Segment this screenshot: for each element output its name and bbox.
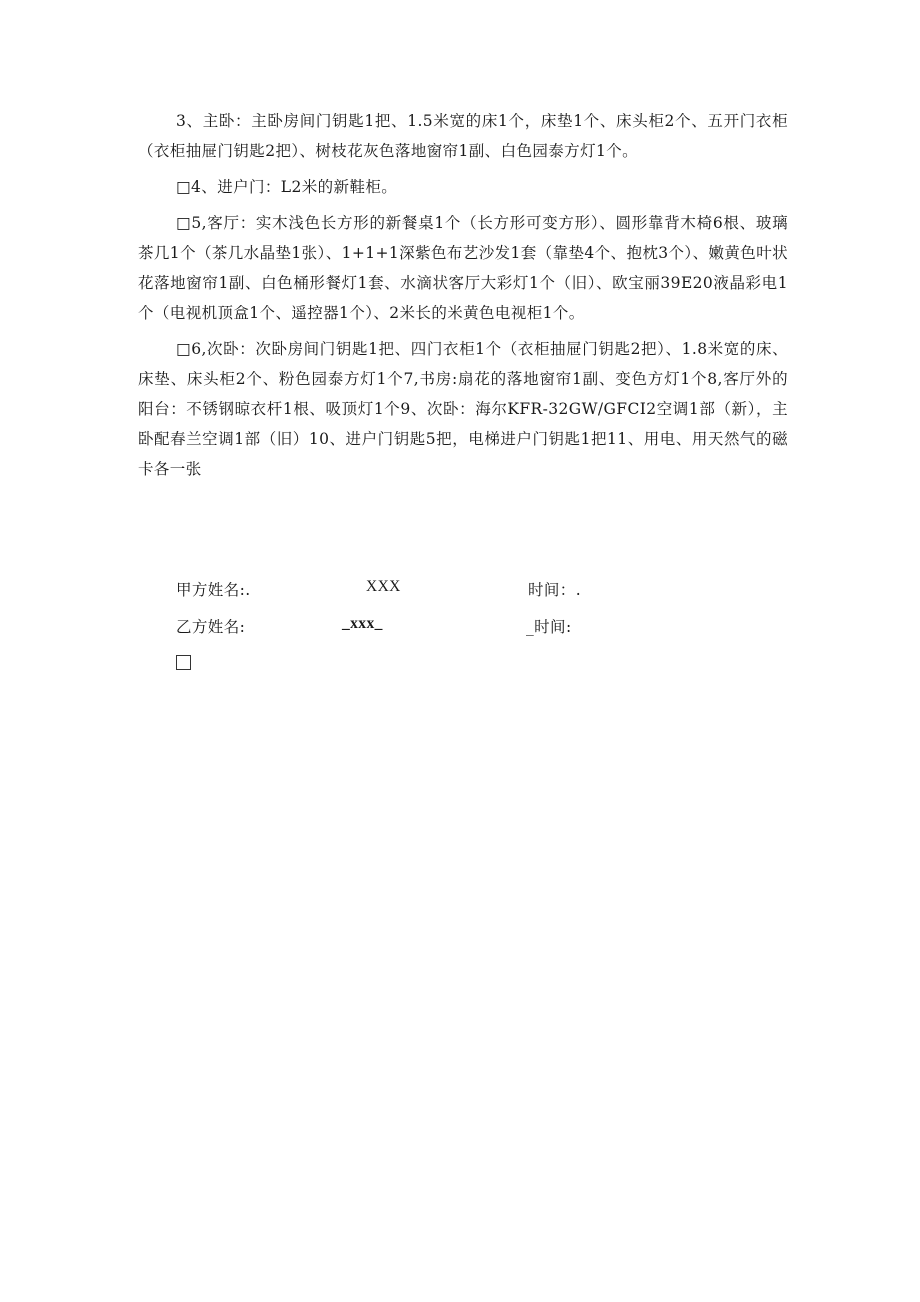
inventory-list	[138, 106, 788, 490]
party-b-name: _xxx_	[342, 615, 383, 632]
party-b-time-label: _时间:	[526, 618, 572, 636]
party-a-label: 甲方姓名:.	[176, 581, 251, 599]
party-a-time-label: 时间：.	[528, 581, 582, 599]
signature-row-party-b	[176, 615, 736, 641]
paragraph-master-bedroom: 3、主卧：主卧房间门钥匙1把、1.5米宽的床1个，床垫1个、床头柜2个、五开门衣柜（衣柜抽屉门钥匙2把）、树枝花灰色落地窗帘1副、白色园泰方灯1个。	[138, 112, 788, 160]
party-b-label: 乙方姓名:	[176, 618, 246, 636]
paragraph-second-bedroom: □6,次卧：次卧房间门钥匙1把、四门衣柜1个（衣柜抽屉门钥匙2把）、1.8米宽的床、床垫、床头柜2个、粉色园泰方灯1个7,书房:扇花的落地窗帘1副、变色方灯1个8,客厅外的阳台：不锈钢晾衣杆1根、吸顶灯1个9、次卧：海尔KFR-32GW/GFCI2空调1部（新），主卧配春兰空调1部（旧）10、进户门钥匙5把，电梯进户门钥匙1把11、用电、用天然气的磁卡各一张	[138, 340, 788, 478]
party-a-name: XXX	[366, 578, 401, 595]
empty-checkbox-icon	[176, 655, 191, 670]
paragraph-entrance: □4、进户门：L2米的新鞋柜。	[176, 178, 398, 196]
signature-row-party-a	[176, 578, 736, 604]
paragraph-living-room: □5,客厅：实木浅色长方形的新餐桌1个（长方形可变方形）、圆形靠背木椅6根、玻璃茶几1个（茶几水晶垫1张）、1+1+1深紫色布艺沙发1套（靠垫4个、抱枕3个）、嫩黄色叶状花落地窗帘1副、白色桶形餐灯1套、水滴状客厅大彩灯1个（旧）、欧宝丽39E20液晶彩电1个（电视机顶盒1个、遥控器1个）、2米长的米黄色电视柜1个。	[138, 214, 788, 322]
